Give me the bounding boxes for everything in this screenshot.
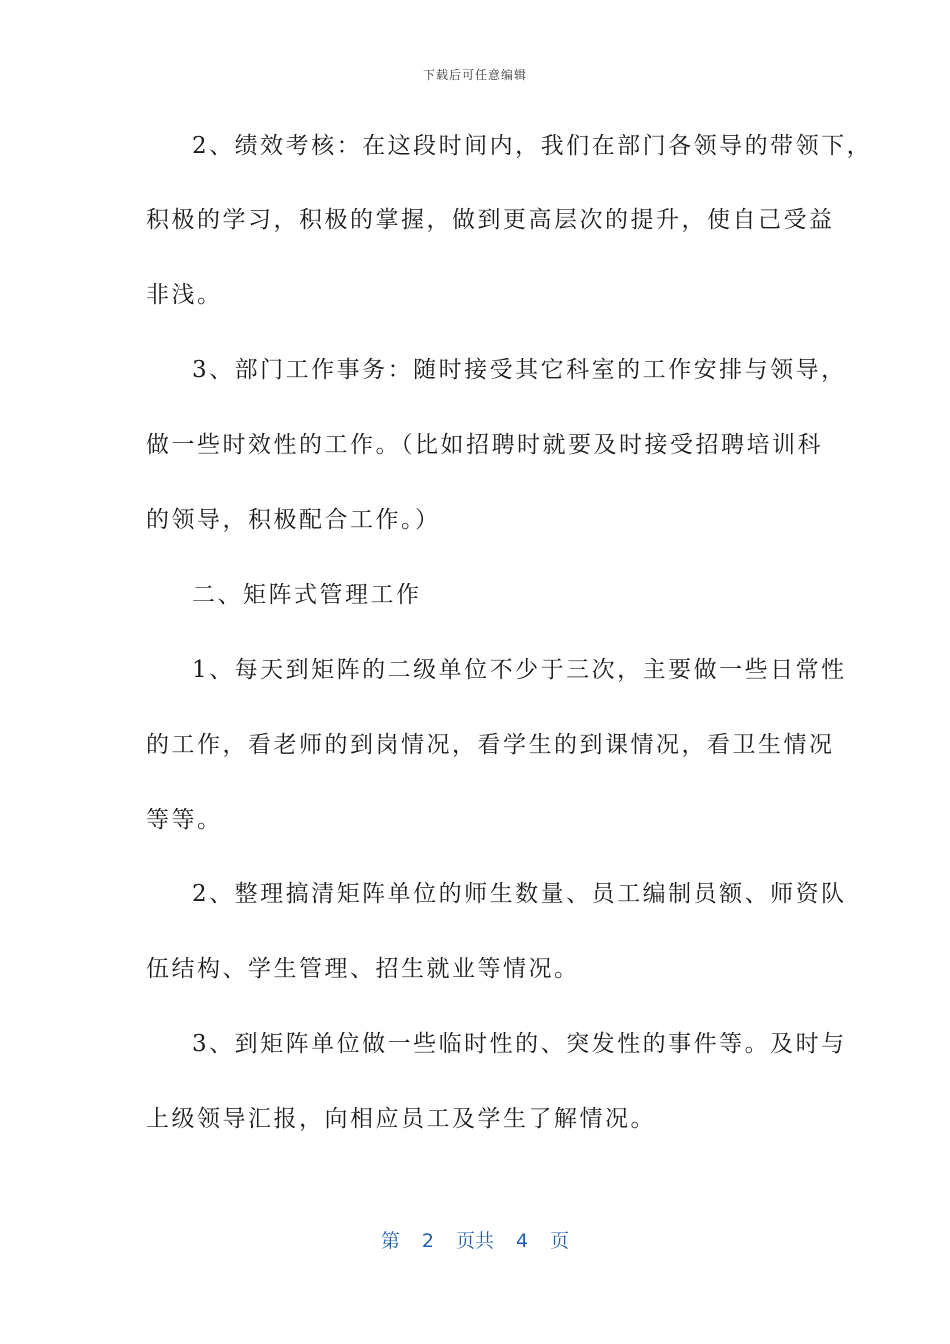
page-header: 下载后可任意编辑 <box>422 68 527 82</box>
paragraph-line: 3、部门工作事务：随时接受其它科室的工作安排与领导， <box>192 357 847 383</box>
paragraph-line: 做一些时效性的工作。（比如招聘时就要及时接受招聘培训科 <box>146 432 823 458</box>
paragraph-line: 伍结构、学生管理、招生就业等情况。 <box>146 956 580 982</box>
paragraph-line: 的工作，看老师的到岗情况，看学生的到课情况，看卫生情况 <box>146 732 835 758</box>
paragraph-line: 1、每天到矩阵的二级单位不少于三次，主要做一些日常性 <box>192 657 847 683</box>
paragraph-line: 2、整理搞清矩阵单位的师生数量、员工编制员额、师资队 <box>192 881 847 907</box>
paragraph-line: 3、到矩阵单位做一些临时性的、突发性的事件等。及时与 <box>192 1031 847 1057</box>
paragraph-line: 等等。 <box>146 807 223 833</box>
paragraph-line: 的领导，积极配合工作。） <box>146 507 441 533</box>
total-pages-number: 4 <box>516 1230 529 1252</box>
paragraph-line: 2、绩效考核：在这段时间内，我们在部门各领导的带领下， <box>192 133 873 159</box>
paragraph-line: 非浅。 <box>146 282 223 308</box>
section-heading: 二、矩阵式管理工作 <box>192 582 422 608</box>
paragraph-line: 积极的学习，积极的掌握，做到更高层次的提升，使自己受益 <box>146 207 835 233</box>
footer-suffix: 页 <box>550 1230 570 1252</box>
footer-middle: 页共 <box>455 1230 494 1252</box>
paragraph-line: 上级领导汇报，向相应员工及学生了解情况。 <box>146 1106 656 1132</box>
footer-prefix: 第 <box>380 1230 400 1252</box>
page-footer <box>0 1226 950 1253</box>
current-page-number: 2 <box>421 1230 434 1252</box>
